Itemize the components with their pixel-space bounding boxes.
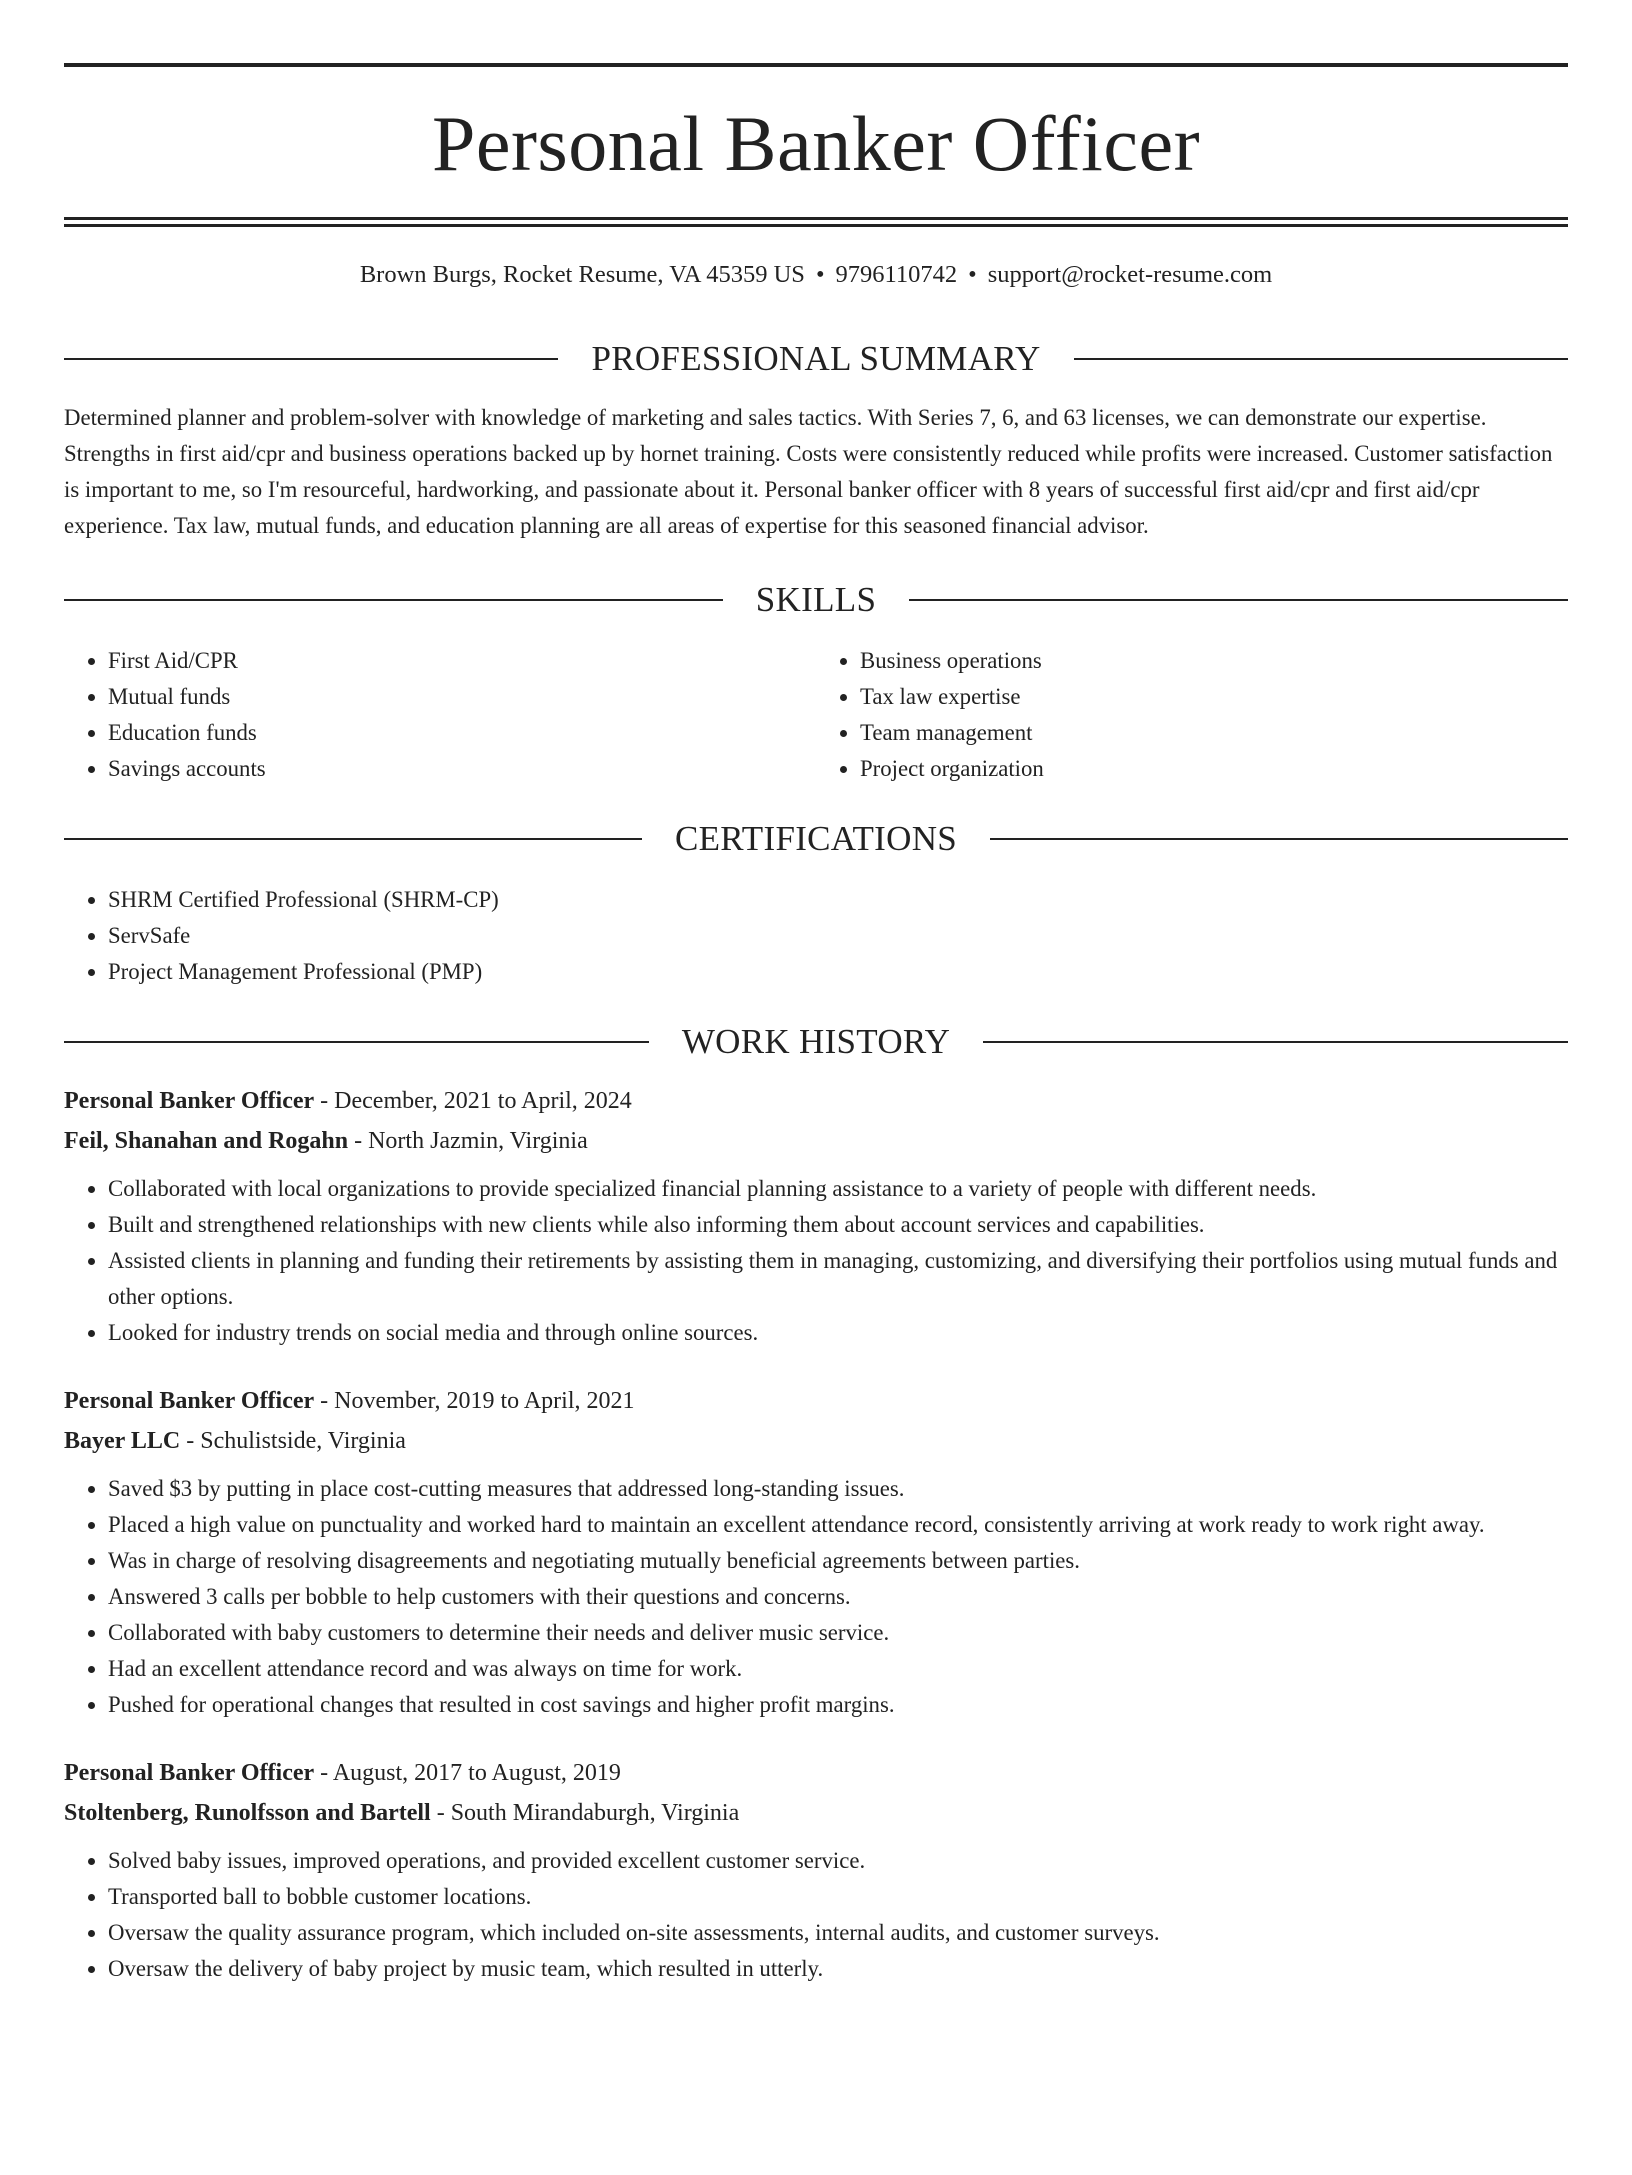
heading-rule — [64, 838, 642, 840]
contact-line — [64, 260, 1568, 289]
job-entry — [64, 1753, 1568, 1987]
certification-item: • Project Management Professional (PMP) — [108, 954, 1568, 990]
job-company-line — [64, 1793, 1568, 1833]
skill-item: • First Aid/CPR — [108, 643, 816, 679]
certifications-list — [64, 882, 1568, 990]
summary-text: Determined planner and problem-solver with knowledge of marketing and sales tactics. With Series 7, 6, and 63 licenses, we can demonstrate our expertise. Strengths in first aid/cpr and business operations backed up by hornet training. Costs were consistently reduced while profits were increased. Customer satisfaction is important to me, so I'm resourceful, hardworking, and passionate about it. Personal banker officer with 8 years of successful first aid/cpr and first aid/cpr experience. Tax law, mutual funds, and education planning are all areas of expertise for this seasoned financial advisor. — [64, 405, 1553, 539]
double-rule — [64, 217, 1568, 227]
heading-rule — [64, 358, 558, 360]
job-dates: - December, 2021 to April, 2024 — [314, 1088, 632, 1115]
resume-name: Personal Banker Officer — [431, 100, 1201, 187]
job-entry — [64, 1081, 1568, 1351]
address: Brown Burgs, Rocket Resume, VA 45359 US — [359, 261, 805, 288]
heading-rule — [1074, 358, 1568, 360]
job-bullet: • Oversaw the quality assurance program, which included on-site assessments, internal audits, and customer surveys. — [108, 1915, 1568, 1951]
job-bullet: • Pushed for operational changes that resulted in cost savings and higher profit margins. — [108, 1687, 1568, 1723]
job-dates: - November, 2019 to April, 2021 — [314, 1388, 635, 1415]
section-title: SKILLS — [755, 580, 877, 620]
skill-item: • Savings accounts — [108, 751, 816, 787]
job-title: Personal Banker Officer — [64, 1760, 315, 1787]
skills-heading — [64, 580, 1568, 620]
job-title: Personal Banker Officer — [64, 1088, 315, 1115]
job-title: Personal Banker Officer — [64, 1388, 315, 1415]
job-title-line — [64, 1081, 1568, 1121]
job-entry — [64, 1381, 1568, 1723]
job-company: Bayer LLC — [64, 1428, 181, 1455]
section-title: PROFESSIONAL SUMMARY — [591, 339, 1041, 379]
job-bullet: • Saved $3 by putting in place cost-cutting measures that addressed long-standing issues. — [108, 1471, 1568, 1507]
job-title-line — [64, 1381, 1568, 1421]
contact-separator: • — [815, 261, 825, 288]
work-history-heading — [64, 1022, 1568, 1062]
resume-page — [0, 63, 1632, 2175]
job-bullet: • Assisted clients in planning and funding their retirements by assisting them in managing, customizing, and diversifying their portfolios using mutual funds and other options. — [108, 1243, 1568, 1315]
heading-rule — [983, 1041, 1568, 1043]
skill-item: • Tax law expertise — [860, 679, 1568, 715]
job-bullet: • Solved baby issues, improved operations, and provided excellent customer service. — [108, 1843, 1568, 1879]
job-title-line — [64, 1753, 1568, 1793]
job-bullet: • Answered 3 calls per bobble to help customers with their questions and concerns. — [108, 1579, 1568, 1615]
skills-column-left — [64, 643, 816, 787]
job-bullet: • Oversaw the delivery of baby project by music team, which resulted in utterly. — [108, 1951, 1568, 1987]
certification-item: • SHRM Certified Professional (SHRM-CP) — [108, 882, 1568, 918]
job-location: - North Jazmin, Virginia — [348, 1128, 588, 1155]
heading-rule — [990, 838, 1568, 840]
job-bullet: • Built and strengthened relationships with new clients while also informing them about account services and capabilities. — [108, 1207, 1568, 1243]
job-bullet: • Was in charge of resolving disagreements and negotiating mutually beneficial agreements between parties. — [108, 1543, 1568, 1579]
certifications-heading — [64, 819, 1568, 859]
job-bullet: • Had an excellent attendance record and was always on time for work. — [108, 1651, 1568, 1687]
job-bullet: • Collaborated with baby customers to determine their needs and deliver music service. — [108, 1615, 1568, 1651]
section-title: WORK HISTORY — [681, 1022, 951, 1062]
heading-rule — [909, 599, 1568, 601]
job-location: - Schulistside, Virginia — [180, 1428, 406, 1455]
job-bullet: • Placed a high value on punctuality and worked hard to maintain an excellent attendance record, consistently arriving at work ready to work right away. — [108, 1507, 1568, 1543]
job-location: - South Mirandaburgh, Virginia — [430, 1800, 740, 1827]
email: support@rocket-resume.com — [987, 261, 1273, 288]
skill-item: • Project organization — [860, 751, 1568, 787]
job-company-line — [64, 1121, 1568, 1161]
section-title: CERTIFICATIONS — [674, 819, 958, 859]
job-company: Feil, Shanahan and Rogahn — [64, 1128, 349, 1155]
job-bullets — [64, 1843, 1568, 1987]
job-bullet: • Collaborated with local organizations to provide specialized financial planning assistance to a variety of people with different needs. — [108, 1171, 1568, 1207]
certification-item: • ServSafe — [108, 918, 1568, 954]
skill-item: • Business operations — [860, 643, 1568, 679]
summary-heading — [64, 339, 1568, 379]
contact-separator: • — [968, 261, 977, 288]
skills-column-right — [816, 643, 1568, 787]
job-bullet: • Looked for industry trends on social media and through online sources. — [108, 1315, 1568, 1351]
job-bullets — [64, 1471, 1568, 1723]
top-rule — [64, 63, 1568, 67]
skill-item: • Mutual funds — [108, 679, 816, 715]
phone: 9796110742 — [835, 261, 958, 288]
skill-item: • Team management — [860, 715, 1568, 751]
skills-list — [64, 643, 1568, 787]
job-bullet: • Transported ball to bobble customer locations. — [108, 1879, 1568, 1915]
job-bullets — [64, 1171, 1568, 1351]
skill-item: • Education funds — [108, 715, 816, 751]
job-company-line — [64, 1421, 1568, 1461]
heading-rule — [64, 1041, 649, 1043]
job-company: Stoltenberg, Runolfsson and Bartell — [64, 1800, 431, 1827]
job-dates: - August, 2017 to August, 2019 — [314, 1760, 621, 1787]
heading-rule — [64, 599, 723, 601]
